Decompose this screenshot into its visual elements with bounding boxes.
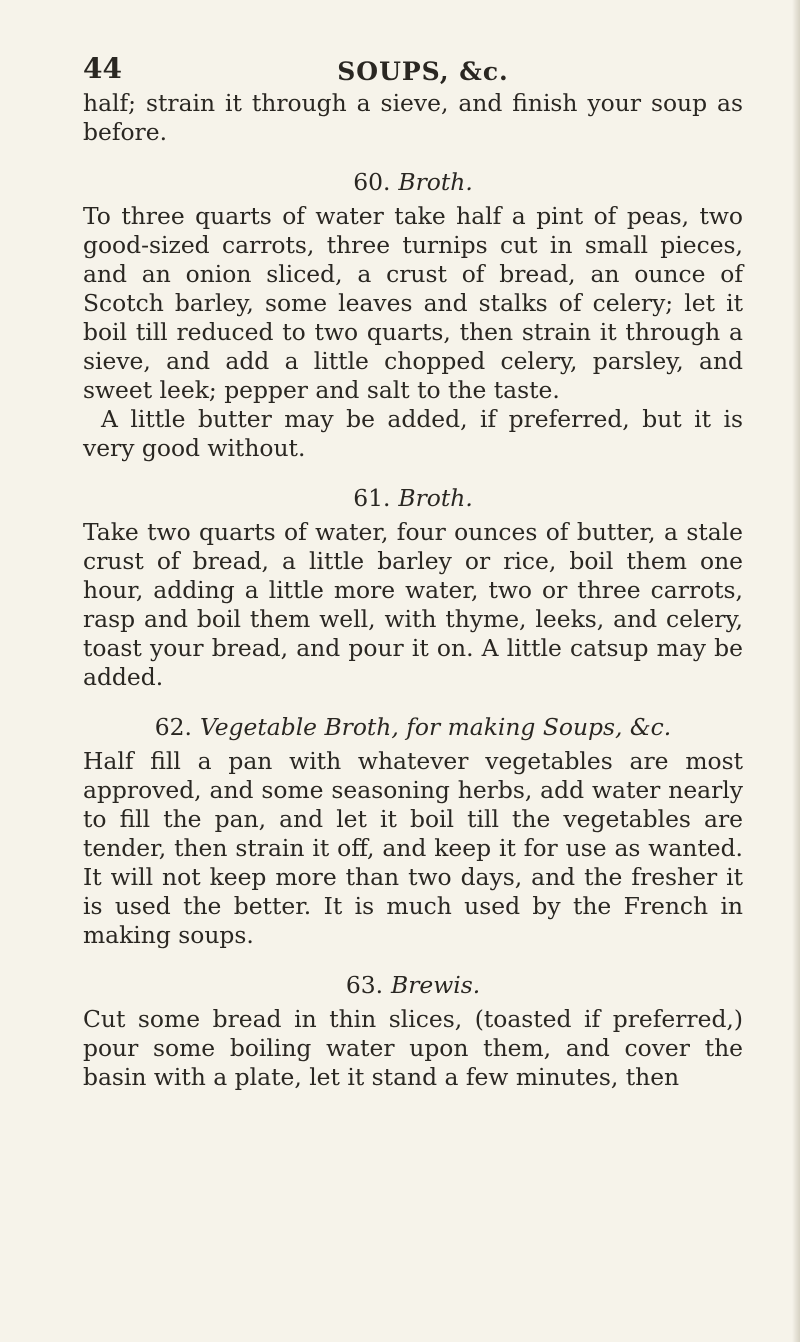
page-number: 44 — [83, 52, 122, 85]
recipe-title: Broth. — [398, 484, 473, 512]
page-edge-shadow — [792, 0, 800, 1342]
page-body — [83, 89, 743, 1092]
recipe-heading — [83, 484, 743, 513]
recipe-heading — [83, 713, 743, 742]
running-header — [83, 52, 763, 92]
recipe-paragraph: Half fill a pan with whatever vegetables are most approved, and some seasoning herbs, add water nearly to fill the pan, and let it boil till the vegetables are tender, then strain it off, and keep it for use as wanted. It will not keep more than two days, and the fresher it is used the better. It is much used by the French in making soups. — [83, 747, 743, 949]
recipe-paragraph: A little butter may be added, if preferred, but it is very good without. — [83, 405, 743, 462]
header-title: SOUPS, &c. — [337, 57, 509, 86]
continued-paragraph: half; strain it through a sieve, and finish your soup as before. — [83, 89, 743, 146]
recipe-61 — [83, 484, 743, 692]
recipe-63 — [83, 971, 743, 1092]
recipe-number: 62. — [154, 713, 192, 741]
recipe-heading — [83, 971, 743, 1000]
recipe-title: Broth. — [398, 168, 473, 196]
recipe-60 — [83, 168, 743, 463]
recipe-title: Vegetable Broth, for making Soups, &c. — [199, 713, 672, 741]
recipe-title: Brewis. — [391, 971, 481, 999]
recipe-heading — [83, 168, 743, 197]
recipe-paragraph: Cut some bread in thin slices, (toasted if preferred,) pour some boiling water upon them, and cover the basin with a plate, let it stand a few minutes, then — [83, 1005, 743, 1091]
recipe-62 — [83, 713, 743, 950]
recipe-paragraph: To three quarts of water take half a pint of peas, two good-sized carrots, three turnips cut in small pieces, and an onion sliced, a crust of bread, an ounce of Scotch barley, some leaves and stalks of celery; let it boil till reduced to two quarts, then strain it through a sieve, and add a little chopped celery, parsley, and sweet leek; pepper and salt to the taste. — [83, 202, 743, 404]
recipe-number: 63. — [345, 971, 384, 999]
recipe-number: 60. — [353, 168, 391, 196]
recipe-number: 61. — [353, 484, 391, 512]
recipe-paragraph: Take two quarts of water, four ounces of butter, a stale crust of bread, a little barley or rice, boil them one hour, adding a little more water, two or three carrots, rasp and boil them well, with thyme, leeks, and celery, toast your bread, and pour it on. A little catsup may be added. — [83, 518, 743, 691]
